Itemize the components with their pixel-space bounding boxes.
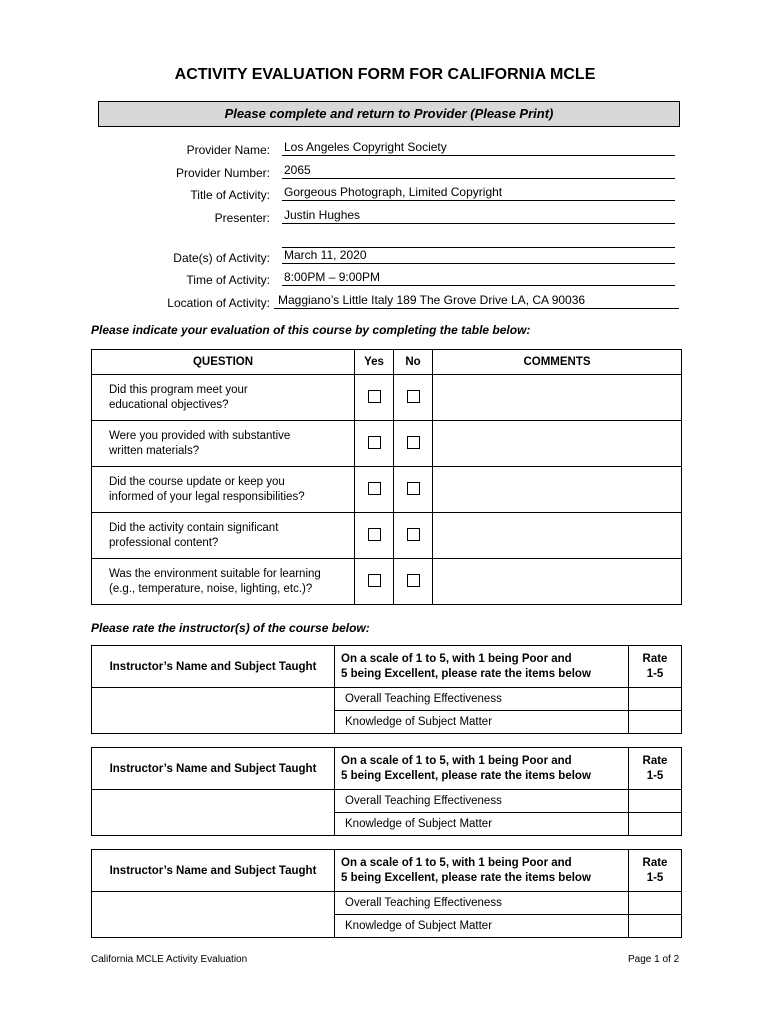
comments-cell[interactable] — [433, 375, 682, 421]
yes-checkbox[interactable] — [368, 390, 381, 403]
field-underline — [282, 263, 675, 264]
comments-cell[interactable] — [433, 421, 682, 467]
scale-header — [335, 748, 629, 790]
field-value[interactable]: March 11, 2020 — [284, 248, 367, 262]
field-underline — [282, 223, 675, 224]
scale-line: 5 being Excellent, please rate the items below — [341, 871, 591, 884]
rating-item: Overall Teaching Effectiveness — [335, 790, 629, 813]
field-label: Provider Name: — [186, 143, 270, 157]
question-line: Did the course update or keep you — [109, 475, 285, 488]
comments-cell[interactable] — [433, 559, 682, 605]
instructor-name-header: Instructor’s Name and Subject Taught — [92, 748, 335, 790]
instructor-name-cell[interactable] — [92, 892, 335, 938]
no-checkbox[interactable] — [407, 436, 420, 449]
evaluation-instruction: Please indicate your evaluation of this course by completing the table below: — [91, 323, 531, 337]
page-number: Page 1 of 2 — [628, 954, 680, 965]
question-cell — [92, 513, 355, 559]
no-checkbox[interactable] — [407, 390, 420, 403]
instructor-rating-table — [91, 747, 682, 836]
yes-cell — [355, 421, 394, 467]
rate-line: 1-5 — [646, 871, 664, 884]
field-label: Time of Activity: — [186, 273, 270, 287]
table-row — [92, 421, 682, 467]
rating-input[interactable] — [629, 688, 682, 711]
comments-cell[interactable] — [433, 513, 682, 559]
field-value[interactable]: 2065 — [284, 163, 311, 177]
yes-cell — [355, 513, 394, 559]
no-checkbox[interactable] — [407, 482, 420, 495]
instructor-name-header: Instructor’s Name and Subject Taught — [92, 646, 335, 688]
scale-line: On a scale of 1 to 5, with 1 being Poor and — [341, 754, 572, 767]
yes-cell — [355, 467, 394, 513]
comments-header: COMMENTS — [433, 350, 682, 375]
question-cell — [92, 421, 355, 467]
scale-line: On a scale of 1 to 5, with 1 being Poor and — [341, 856, 572, 869]
scale-line: On a scale of 1 to 5, with 1 being Poor and — [341, 652, 572, 665]
field-label: Provider Number: — [175, 166, 270, 180]
table-row — [92, 559, 682, 605]
no-header: No — [394, 350, 433, 375]
no-cell — [394, 467, 433, 513]
rating-input[interactable] — [629, 813, 682, 836]
field-label: Date(s) of Activity: — [173, 251, 270, 265]
rating-item: Overall Teaching Effectiveness — [335, 688, 629, 711]
question-cell — [92, 375, 355, 421]
no-cell — [394, 421, 433, 467]
no-cell — [394, 559, 433, 605]
question-line: professional content? — [109, 536, 219, 549]
field-value[interactable]: Maggiano’s Little Italy 189 The Grove Drive LA, CA 90036 — [278, 293, 586, 307]
yes-cell — [355, 559, 394, 605]
rate-line: Rate — [642, 652, 668, 665]
field-underline — [282, 285, 675, 286]
field-value[interactable]: 8:00PM – 9:00PM — [284, 270, 381, 284]
comments-cell[interactable] — [433, 467, 682, 513]
rating-item: Overall Teaching Effectiveness — [335, 892, 629, 915]
rating-input[interactable] — [629, 711, 682, 734]
question-cell — [92, 467, 355, 513]
instructor-name-cell[interactable] — [92, 688, 335, 734]
question-line: Was the environment suitable for learning — [109, 567, 321, 580]
rating-input[interactable] — [629, 790, 682, 813]
field-underline — [274, 308, 679, 309]
field-underline — [282, 178, 675, 179]
field-value[interactable]: Justin Hughes — [284, 208, 361, 222]
rate-line: Rate — [642, 754, 668, 767]
rate-line: 1-5 — [646, 667, 664, 680]
rate-header — [629, 850, 682, 892]
field-underline — [282, 155, 675, 156]
yes-header: Yes — [355, 350, 394, 375]
instructor-name-cell[interactable] — [92, 790, 335, 836]
scale-header — [335, 646, 629, 688]
question-line: written materials? — [109, 444, 200, 457]
table-row — [92, 467, 682, 513]
yes-checkbox[interactable] — [368, 574, 381, 587]
yes-cell — [355, 375, 394, 421]
field-label: Location of Activity: — [167, 296, 270, 310]
question-header: QUESTION — [92, 350, 355, 375]
scale-line: 5 being Excellent, please rate the items below — [341, 667, 591, 680]
no-checkbox[interactable] — [407, 574, 420, 587]
field-value[interactable]: Gorgeous Photograph, Limited Copyright — [284, 185, 503, 199]
question-line: Did the activity contain significant — [109, 521, 279, 534]
no-checkbox[interactable] — [407, 528, 420, 541]
rating-input[interactable] — [629, 892, 682, 915]
scale-header — [335, 850, 629, 892]
field-underline — [282, 200, 675, 201]
yes-checkbox[interactable] — [368, 436, 381, 449]
page-title: ACTIVITY EVALUATION FORM FOR CALIFORNIA MCLE — [174, 66, 596, 83]
question-line: (e.g., temperature, noise, lighting, etc.)? — [109, 582, 313, 595]
question-line: educational objectives? — [109, 398, 229, 411]
rating-item: Knowledge of Subject Matter — [335, 915, 629, 938]
rate-header — [629, 646, 682, 688]
rating-item: Knowledge of Subject Matter — [335, 711, 629, 734]
question-line: Were you provided with substantive — [109, 429, 291, 442]
rating-input[interactable] — [629, 915, 682, 938]
instructor-rating-table — [91, 849, 682, 938]
rate-line: 1-5 — [646, 769, 664, 782]
table-row — [92, 513, 682, 559]
yes-checkbox[interactable] — [368, 528, 381, 541]
no-cell — [394, 513, 433, 559]
yes-checkbox[interactable] — [368, 482, 381, 495]
evaluation-table — [91, 349, 682, 605]
table-row — [92, 375, 682, 421]
question-cell — [92, 559, 355, 605]
instructor-rating-table — [91, 645, 682, 734]
rate-line: Rate — [642, 856, 668, 869]
instructor-name-header: Instructor’s Name and Subject Taught — [92, 850, 335, 892]
rate-header — [629, 748, 682, 790]
scale-line: 5 being Excellent, please rate the items below — [341, 769, 591, 782]
field-value[interactable]: Los Angeles Copyright Society — [284, 140, 447, 154]
question-line: Did this program meet your — [109, 383, 248, 396]
question-line: informed of your legal responsibilities? — [109, 490, 305, 503]
rating-item: Knowledge of Subject Matter — [335, 813, 629, 836]
field-label: Presenter: — [214, 211, 270, 225]
field-label: Title of Activity: — [190, 188, 270, 202]
footer-title: California MCLE Activity Evaluation — [91, 954, 248, 965]
instructor-instruction: Please rate the instructor(s) of the course below: — [91, 621, 370, 635]
instruction-banner: Please complete and return to Provider (Please Print) — [98, 101, 680, 127]
no-cell — [394, 375, 433, 421]
